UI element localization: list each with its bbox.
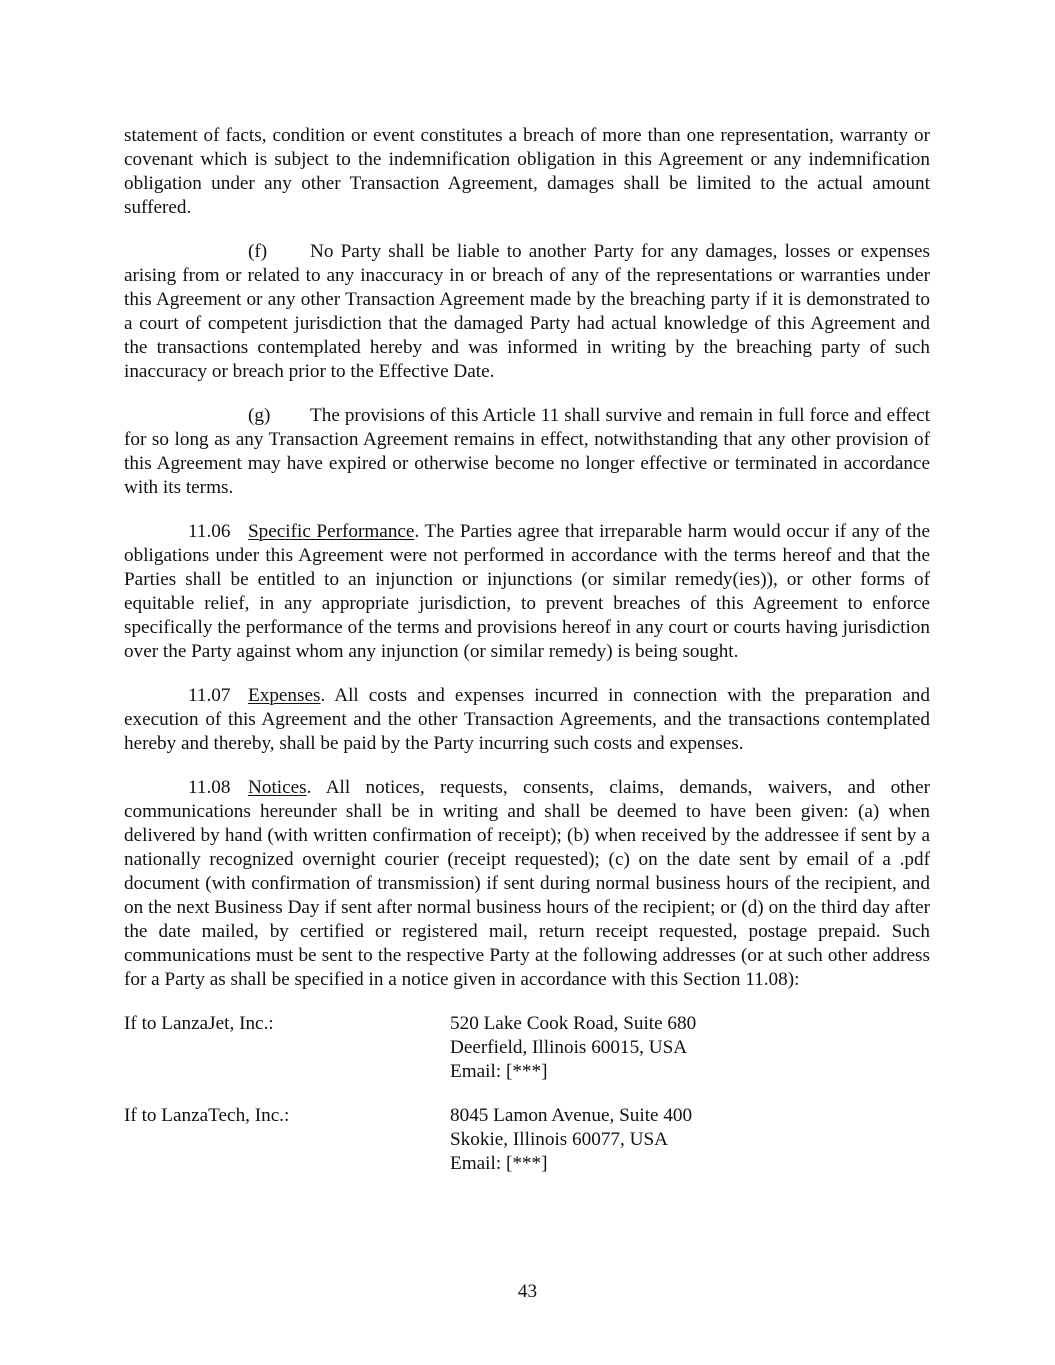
continuation-paragraph: statement of facts, condition or event constitutes a breach of more than one representation, warranty or covenant which is subject to the indemnification obligation in this Agreement or any indemnification obligation under any other Transaction Agreement, damages shall be limited to the actual amount suffered. <box>124 125 930 218</box>
address-block-lanzatech <box>124 1104 930 1176</box>
section-11-08 <box>124 776 930 992</box>
address-recipient: If to LanzaTech, Inc.: <box>124 1105 290 1126</box>
subsection-label: (f) <box>248 241 268 262</box>
section-heading: Expenses <box>248 685 321 706</box>
address-city: Deerfield, Illinois 60015, USA <box>450 1037 688 1058</box>
address-block-lanzajet <box>124 1012 930 1084</box>
address-email: Email: [***] <box>450 1061 548 1082</box>
section-number: 11.07 <box>188 685 231 706</box>
section-number: 11.08 <box>188 777 231 798</box>
subsection-f <box>124 240 930 384</box>
section-text: . All notices, requests, consents, claims, demands, waivers, and other communications hereunder shall be in writing and shall be deemed to have been given: (a) when delivered by hand (with written confirmation of receipt); (b) when received by the addressee if sent by a nationally recognized overnight courier (receipt requested); (c) on the date sent by email of a .pdf document (with confirmation of transmission) if sent during normal business hours of the recipient, and on the next Business Day if sent after normal business hours of the recipient; or (d) on the third day after the date mailed, by certified or registered mail, return receipt requested, postage prepaid. Such communications must be sent to the respective Party at the following addresses (or at such other address for a Party as shall be specified in a notice given in accordance with this Section 11.08): <box>124 777 930 990</box>
subsection-text: No Party shall be liable to another Party for any damages, losses or expenses arising from or related to any inaccuracy in or breach of any of the representations or warranties under this Agreement or any other Transaction Agreement made by the breaching party if it is demonstrated to a court of competent jurisdiction that the damaged Party had actual knowledge of this Agreement and the transactions contemplated hereby and was informed in writing by the breaching party of such inaccuracy or breach prior to the Effective Date. <box>124 241 930 382</box>
section-text: . The Parties agree that irreparable harm would occur if any of the obligations under this Agreement were not performed in accordance with the terms hereof and that the Parties shall be entitled to an injunction or injunctions (or similar remedy(ies)), or other forms of equitable relief, in any appropriate jurisdiction, to prevent breaches of this Agreement to enforce specifically the performance of the terms and provisions hereof in any court or courts having jurisdiction over the Party against whom any injunction (or similar remedy) is being sought. <box>124 521 930 662</box>
address-city: Skokie, Illinois 60077, USA <box>450 1129 669 1150</box>
address-recipient: If to LanzaJet, Inc.: <box>124 1013 274 1034</box>
subsection-text: The provisions of this Article 11 shall survive and remain in full force and effect for so long as any Transaction Agreement remains in effect, notwithstanding that any other provision of this Agreement may have expired or otherwise become no longer effective or terminated in accordance with its terms. <box>124 405 930 498</box>
section-heading: Notices <box>248 777 307 798</box>
address-street: 520 Lake Cook Road, Suite 680 <box>450 1013 697 1034</box>
address-email: Email: [***] <box>450 1153 548 1174</box>
address-lines <box>450 1104 692 1176</box>
address-street: 8045 Lamon Avenue, Suite 400 <box>450 1105 693 1126</box>
subsection-g <box>124 404 930 500</box>
page-number: 43 <box>517 1281 538 1302</box>
section-heading: Specific Performance <box>248 521 415 542</box>
subsection-label: (g) <box>248 405 271 426</box>
section-11-06 <box>124 520 930 664</box>
section-11-07 <box>124 684 930 756</box>
section-text: . All costs and expenses incurred in connection with the preparation and execution of this Agreement and the other Transaction Agreements, and the transactions contemplated hereby and thereby, shall be paid by the Party incurring such costs and expenses. <box>124 685 930 754</box>
address-lines <box>450 1012 696 1084</box>
document-page <box>124 124 930 1196</box>
section-number: 11.06 <box>188 521 231 542</box>
